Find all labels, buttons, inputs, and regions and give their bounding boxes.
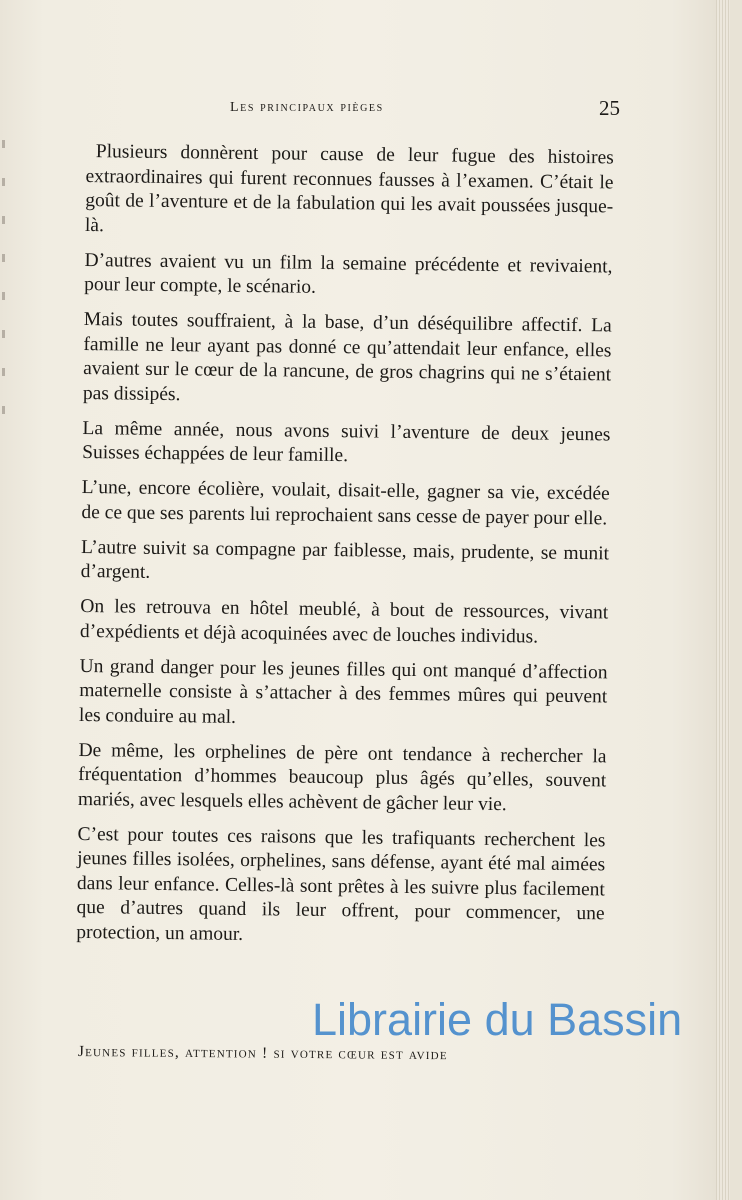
paragraph: C’est pour toutes ces raisons que les trafiquants recherchent les jeunes filles isolées, orphelines, sans défense, ayant été mal aimées dans leur enfance. Celles-là sont prêtes à les suivre plus facilement que d’autres quand ils leur offrent, pour commencer, une protection, un amour. <box>76 823 606 945</box>
running-head: Les principaux pièges <box>230 100 384 115</box>
paragraph: L’autre suivit sa compagne par faiblesse, mais, prudente, se munit d’argent. <box>80 536 610 583</box>
binding-shadow-marks <box>2 140 12 460</box>
catchline-small-caps: Jeunes filles, attention ! si votre cœur est avide <box>77 1043 448 1064</box>
paragraph: La même année, nous avons suivi l’aventure de deux jeunes Suisses échappées de leur famille. <box>82 417 611 467</box>
paragraph: De même, les orphelines de père ont tendance à rechercher la fréquentation d’hommes beaucoup plus âgés qu’elles, souvent mariés, avec lesquels elles achèvent de gâcher leur vie. <box>77 739 607 815</box>
page-header <box>230 96 620 126</box>
watermark-text: Librairie du Bassin <box>312 994 683 1045</box>
paragraph: Un grand danger pour les jeunes filles qui ont manqué d’affection maternelle consiste à s’attacher à des femmes mûres qui peuvent les conduire au mal. <box>78 655 608 728</box>
paragraph: On les retrouva en hôtel meublé, à bout de ressources, vivant d’expédients et déjà acoquinées avec de louches individus. <box>79 595 609 648</box>
paragraph: Plusieurs donnèrent pour cause de leur fugue des histoires extraordinaires qui furent reconnues fausses à l’examen. C’était le goût de l’aventure et de la fabulation qui les avait poussées jusque-là. <box>84 141 614 236</box>
paragraph: Mais toutes souffraient, à la base, d’un déséquilibre affectif. La famille ne leur ayant pas donné ce qu’attendait leur enfance, elles avaient sur le cœur de la rancune, de gros chagrins qui ne s’étaient pas dissipés. <box>82 308 612 405</box>
paragraph: L’une, encore écolière, voulait, disait-elle, gagner sa vie, excédée de ce que ses parents lui reprochaient sans cesse de payer pour elle. <box>81 476 610 529</box>
page-number: 25 <box>599 96 620 120</box>
paragraph: D’autres avaient vu un film la semaine précédente et revivaient, pour leur compte, le scénario. <box>84 249 613 298</box>
body-text <box>76 140 614 962</box>
